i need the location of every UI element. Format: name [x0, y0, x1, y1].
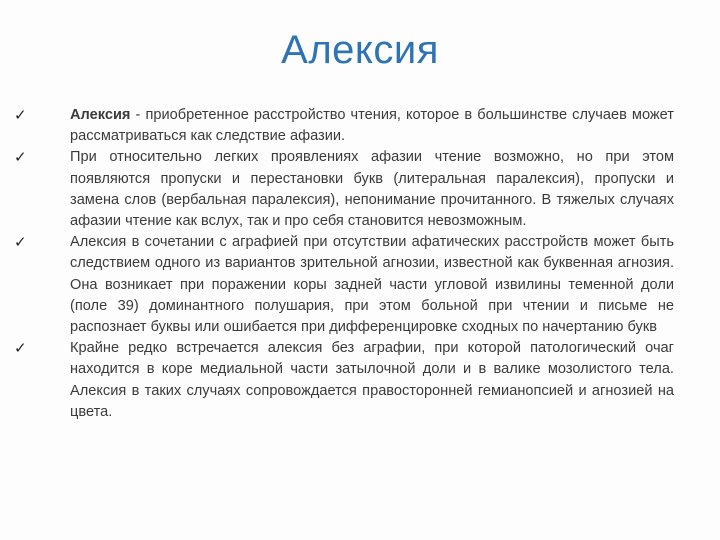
checkmark-icon: ✓ [14, 107, 27, 124]
bullet-item [14, 338, 674, 423]
bullet-text: При относительно легких проявлениях афазии чтение возможно, но при этом появляются пропуски и перестановки букв (литеральная паралексия), пропуски и замена слов (вербальная паралексия), непонимание прочитанного. В тяжелых случаях афазии чтение как вслух, так и про себя становится невозможным. [70, 149, 674, 230]
bullet-term: Алексия [70, 107, 131, 123]
checkmark-icon: ✓ [14, 149, 27, 167]
bullet-text: - приобретенное расстройство чтения, которое в большинстве случаев может рассматриваться как следствие афазии. [70, 107, 674, 145]
bullet-text: Алексия в сочетании с аграфией при отсутствии афатических расстройств может быть следствием одного из вариантов зрительной агнозии, известной как буквенная агнозия. Она возникает при поражении коры задней части угловой извилины теменной доли (поле 39) доминантного полушария, при этом больной при чтении и письме не распознает буквы или ошибается при дифференцировке сходных по начертанию букв [70, 234, 674, 336]
slide-title: Алексия [281, 28, 439, 72]
checkmark-icon: ✓ [14, 340, 27, 358]
bullet-item [14, 147, 674, 232]
bullet-list [14, 105, 674, 423]
bullet-item [14, 105, 674, 147]
bullet-text: Крайне редко встречается алексия без аграфии, при которой патологический очаг находится в коре медиальной части затылочной доли и в валике мозолистого тела. Алексия в таких случаях сопровождается правосторонней гемианопсией и агнозией на цвета. [70, 340, 674, 420]
bullet-item [14, 232, 674, 338]
checkmark-icon: ✓ [14, 234, 27, 252]
